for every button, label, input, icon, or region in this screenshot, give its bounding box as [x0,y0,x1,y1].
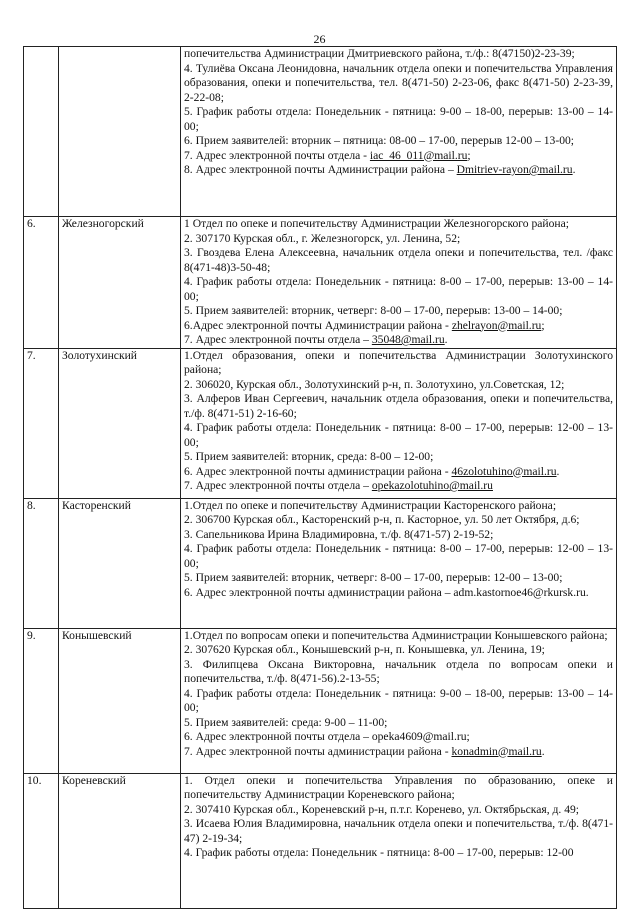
table-row [24,773,617,908]
district-info [181,47,617,217]
email-link[interactable]: zhelrayon@mail.ru [451,318,542,332]
info-line-text: 4. График работы отдела: Понедельник - пятница: 8-00 – 17-00, перерыв: 12-00 [184,846,574,859]
info-line [184,629,613,644]
info-line-text: 6.Адрес электронной почты Администрации района - [184,318,452,332]
info-line [184,730,613,745]
info-line [184,333,613,348]
info-line-text: 5. Прием заявителей: среда: 9-00 – 11-00; [184,715,388,729]
info-line-text: 3. Сапельникова Ирина Владимировна, т./ф. 8(471-57) 2-19-52; [184,527,494,541]
info-line [184,421,613,450]
table-row [24,348,617,498]
info-line-text: 2. 306700 Курская обл., Касторенский р-н, п. Касторное, ул. 50 лет Октября, д.6; [184,513,580,526]
info-line-text: 7. Адрес электронной почты отдела - [184,148,370,162]
info-line-tail: . [444,333,448,346]
table-row [24,217,617,349]
info-line [184,163,613,178]
info-line-text: 6. Адрес электронной почты администрации района – adm.kastornoe46@rkursk.ru. [184,585,589,599]
info-line [184,304,613,319]
info-line-tail: . [572,163,576,176]
info-line-text: 1 Отдел по опеке и попечительству Администрации Железногорского района; [184,217,569,230]
info-line [184,513,613,528]
row-number: 9. [24,628,59,773]
info-line [184,105,613,134]
info-line-text: 6. Адрес электронной почты отдела – opeka4609@mail.ru; [184,730,470,743]
info-line-text: 3. Алферов Иван Сергеевич, начальник отдела образования, опеки и попечительства, т./ф. 8(471-51) 2-16-60; [184,392,613,420]
district-name: Кореневский [59,773,181,908]
info-line-text: 4. График работы отдела: Понедельник - пятница: 8-00 – 17-00, перерыв: 13-00 – 14-00; [184,275,613,303]
info-line-text: 1.Отдел по опеке и попечительству Администрации Касторенского района; [184,498,557,512]
table-body [24,47,617,909]
info-line [184,217,613,232]
info-line [184,378,613,393]
district-info [181,628,617,773]
info-line [184,134,613,149]
info-line [184,275,613,304]
row-number: 8. [24,498,59,628]
row-number: 7. [24,348,59,498]
info-line-text: 6. Адрес электронной почты администрации района - [184,464,452,478]
info-line [184,571,613,586]
table-row [24,498,617,628]
info-line-text: 4. Тулиёва Оксана Леонидовна, начальник отдела опеки и попечительства Управления образования, опеки и попечительства, тел. 8(471-50) 2-23-06, факс 8(471-50) 2-23-39, 2-22-08; [184,61,613,104]
info-line-tail: . [556,464,560,478]
info-line [184,803,613,818]
info-line [184,246,613,275]
info-line-text: 1.Отдел образования, опеки и попечительства Администрации Золотухинского района; [184,348,613,376]
info-line-text: 5. Прием заявителей: вторник, четверг: 8-00 – 17-00, перерыв: 13-00 – 14-00; [184,304,563,317]
email-link[interactable]: Dmitriev-rayon@mail.ru [456,163,573,176]
info-line [184,149,613,164]
info-line-text: 1. Отдел опеки и попечительства Управления по образованию, опеке и попечительству Администрации Кореневского района; [184,773,613,801]
info-line [184,349,613,378]
info-line [184,450,613,465]
info-line [184,643,613,658]
row-number: 6. [24,217,59,349]
info-line-text: 2. 307620 Курская обл., Конышевский р-н, п. Конышевка, ул. Ленина, 19; [184,643,545,656]
info-line [184,658,613,687]
table-row [24,628,617,773]
info-line [184,479,613,494]
email-link[interactable]: konadmin@mail.ru [451,744,542,758]
info-line [184,745,613,760]
email-link[interactable]: iac_46_011@mail.ru [369,148,468,162]
district-info [181,498,617,628]
table-row [24,47,617,217]
info-line-text: 5. График работы отдела: Понедельник - пятница: 9-00 – 18-00, перерыв: 13-00 – 14-00; [184,105,613,133]
district-name: Железногорский [59,217,181,349]
district-name: Конышевский [59,628,181,773]
info-line [184,817,613,846]
info-line [184,586,613,601]
info-line-text: 5. Прием заявителей: вторник, среда: 8-00 – 12-00; [184,450,434,463]
district-info [181,217,617,349]
info-line [184,319,613,334]
district-name: Касторенский [59,498,181,628]
info-line [184,542,613,571]
row-number [24,47,59,217]
info-line [184,716,613,731]
district-info [181,773,617,908]
info-line-text: 8. Адрес электронной почты Администрации района – [184,163,457,176]
info-line-text: 2. 306020, Курская обл., Золотухинский р-н, п. Золотухино, ул.Советская, 12; [184,377,565,391]
info-line-text: 2. 307410 Курская обл., Кореневский р-н, п.т.г. Коренево, ул. Октябрьская, д. 49; [184,802,580,816]
email-link[interactable]: 46zolotuhino@mail.ru [451,464,557,478]
info-line-text: 1.Отдел по вопросам опеки и попечительства Администрации Конышевского района; [184,628,608,642]
info-line-text: 7. Адрес электронной почты отдела – [184,333,372,346]
info-line [184,392,613,421]
page-number: 26 [313,32,326,46]
districts-table [23,46,617,909]
info-line-text: 4. График работы отдела: Понедельник - пятница: 8-00 – 17-00, перерыв: 12-00 – 13-00; [184,542,613,570]
info-line-text: 7. Адрес электронной почты администрации района - [184,744,452,758]
info-line-text: 2. 307170 Курская обл., г. Железногорск, ул. Ленина, 52; [184,231,461,245]
info-line-text: 6. Прием заявителей: вторник – пятница: 08-00 – 17-00, перерыв 12-00 – 13-00; [184,134,575,147]
row-number: 10. [24,773,59,908]
info-line [184,528,613,543]
info-line-text: попечительства Администрации Дмитриевского района, т./ф.: 8(47150)2-23-39; [184,47,575,60]
district-name: Золотухинский [59,348,181,498]
info-line [184,47,613,62]
info-line-text: 3. Филипцева Оксана Викторовна, начальник отдела по вопросам опеки и попечительства, т./ф. 8(471-56).2-13-55; [184,657,613,685]
info-line [184,499,613,514]
info-line-text: 7. Адрес электронной почты отдела – [184,479,372,492]
info-line [184,232,613,247]
info-line-tail: . [541,744,545,758]
info-line-text: 4. График работы отдела: Понедельник - пятница: 9-00 – 18-00, перерыв: 13-00 – 14-00; [184,686,613,714]
info-line-text: 5. Прием заявителей: вторник, четверг: 8-00 – 17-00, перерыв: 12-00 – 13-00; [184,571,563,584]
info-line [184,846,613,861]
info-line-text: 3. Гвоздева Елена Алексеевна, начальник отдела опеки и попечительства, тел. /факс 8(471-48)3-50-48; [184,246,613,274]
info-line [184,62,613,106]
info-line-tail: ; [467,148,471,162]
info-line-tail: ; [541,318,545,332]
email-link[interactable]: opekazolotuhino@mail.ru [371,479,493,492]
info-line [184,465,613,480]
district-info [181,348,617,498]
email-link[interactable]: 35048@mail.ru [371,333,445,346]
info-line [184,774,613,803]
district-name [59,47,181,217]
info-line-text: 3. Исаева Юлия Владимировна, начальник отдела опеки и попечительства, т./ф. 8(471-47) 2-19-34; [184,817,613,845]
info-line-text: 4. График работы отдела: Понедельник - пятница: 8-00 – 17-00, перерыв: 12-00 – 13-00; [184,421,613,449]
info-line [184,687,613,716]
